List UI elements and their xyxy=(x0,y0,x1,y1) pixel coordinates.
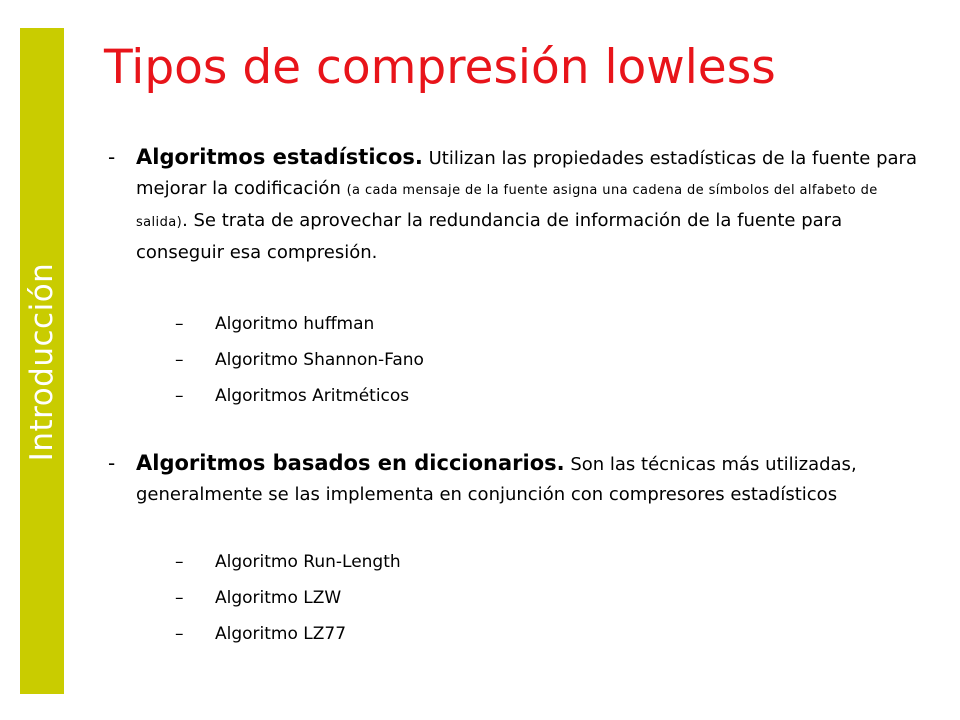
slide-title: Tipos de compresión lowless xyxy=(104,40,776,95)
list-item-label: Algoritmo Shannon-Fano xyxy=(215,350,424,370)
list-item-label: Algoritmo huffman xyxy=(215,314,375,334)
list-item xyxy=(175,586,401,622)
bullet-dictionary xyxy=(108,448,928,510)
list-dash: – xyxy=(175,314,184,334)
bullet-note: (a cada mensaje de la fuente asigna una cadena de símbolos del alfabeto de salida) xyxy=(136,183,878,230)
list-dash: – xyxy=(175,350,184,370)
bullet-text xyxy=(136,448,928,510)
list-item-label: Algoritmo Run-Length xyxy=(215,552,401,572)
bullet-body: Utilizan las propiedades estadísticas de la fuente para mejorar la codificación xyxy=(136,148,917,199)
list-item xyxy=(175,550,401,586)
list-item-label: Algoritmos Aritméticos xyxy=(215,386,410,406)
list-item xyxy=(175,312,424,348)
bullet-body-continued: . Se trata de aprovechar la redundancia de información de la fuente para conseguir esa compresión. xyxy=(136,210,843,263)
bullet-heading: Algoritmos estadísticos. xyxy=(136,145,423,169)
statistical-algorithm-list xyxy=(175,312,424,420)
bullet-heading: Algoritmos basados en diccionarios. xyxy=(136,451,565,475)
dictionary-algorithm-list xyxy=(175,550,401,658)
list-item-label: Algoritmo LZW xyxy=(215,588,342,608)
bullet-body: Son las técnicas más utilizadas, generalmente se las implementa en conjunción con compresores estadísticos xyxy=(136,454,857,505)
list-dash: – xyxy=(175,552,184,572)
list-item xyxy=(175,384,424,420)
list-item xyxy=(175,622,401,658)
bullet-dash: - xyxy=(108,145,116,169)
list-dash: – xyxy=(175,588,184,608)
list-dash: – xyxy=(175,386,184,406)
list-item-label: Algoritmo LZ77 xyxy=(215,624,347,644)
list-dash: – xyxy=(175,624,184,644)
bullet-text xyxy=(136,142,928,268)
section-label: Introducción xyxy=(24,262,60,462)
list-item xyxy=(175,348,424,384)
bullet-statistical xyxy=(108,142,928,268)
bullet-dash: - xyxy=(108,451,116,475)
